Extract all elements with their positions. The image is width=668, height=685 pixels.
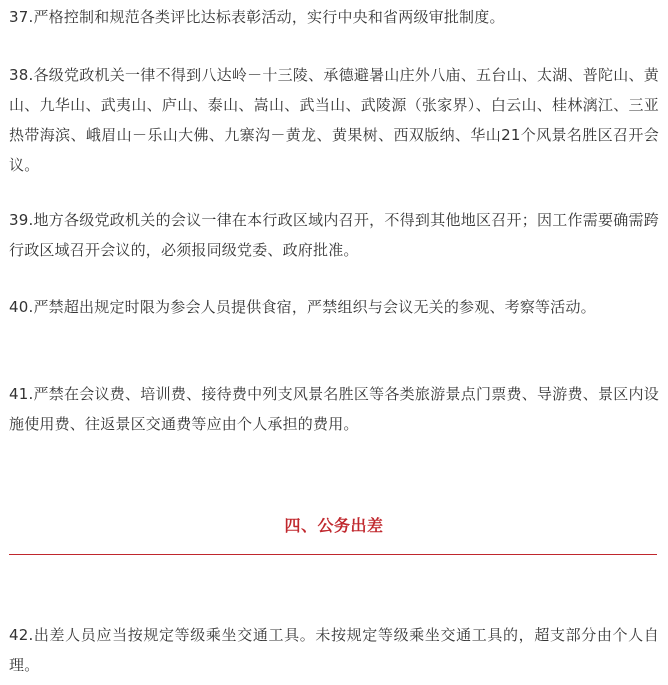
paragraph-41: 41.严禁在会议费、培训费、接待费中列支风景名胜区等各类旅游景点门票费、导游费、景区内设施使用费、往返景区交通费等应由个人承担的费用。	[9, 385, 659, 433]
paragraph-40: 40.严禁超出规定时限为参会人员提供食宿，严禁组织与会议无关的参观、考察等活动。	[9, 298, 596, 316]
paragraph-42: 42.出差人员应当按规定等级乘坐交通工具。未按规定等级乘坐交通工具的，超支部分由个人自理。	[9, 626, 659, 674]
paragraph-39: 39.地方各级党政机关的会议一律在本行政区域内召开，不得到其他地区召开；因工作需要确需跨行政区域召开会议的，必须报同级党委、政府批准。	[9, 211, 659, 259]
section-divider	[9, 554, 657, 555]
paragraph-38: 38.各级党政机关一律不得到八达岭－十三陵、承德避暑山庄外八庙、五台山、太湖、普陀山、黄山、九华山、武夷山、庐山、泰山、嵩山、武当山、武陵源（张家界）、白云山、桂林漓江、三亚热带海滨、峨眉山－乐山大佛、九寨沟－黄龙、黄果树、西双版纳、华山21个风景名胜区召开会议。	[9, 66, 659, 174]
paragraph-37: 37.严格控制和规范各类评比达标表彰活动，实行中央和省两级审批制度。	[9, 8, 505, 26]
section-heading: 四、公务出差	[284, 516, 384, 535]
